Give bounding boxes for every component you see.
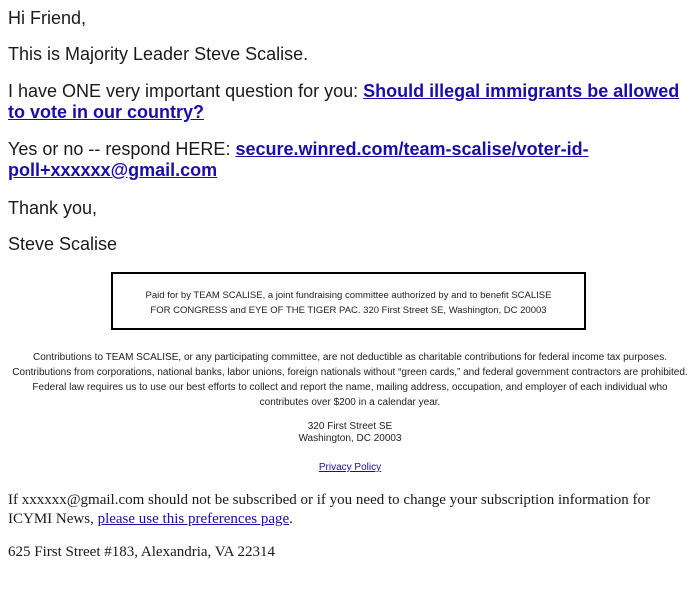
privacy-policy-row [0,462,700,474]
intro-text: This is Majority Leader Steve Scalise. [8,44,309,64]
question-paragraph [8,81,686,123]
question-prefix: I have ONE very important question for you: [8,81,364,101]
mailing-address: 625 First Street #183, Alexandria, VA 22314 [8,544,275,560]
committee-city: Washington, DC 20003 [298,433,402,444]
greeting-text: Hi Friend, [8,8,87,28]
subscription-note [8,491,688,529]
paid-for-line-1: Paid for by TEAM SCALISE, a joint fundraising committee authorized by and to benefit SCALISE [145,290,552,301]
subscription-prefix: If xxxxxx@gmail.com should not be subscribed or if you need to change your subscription information for ICYMI News, [8,492,651,527]
thanks-text: Thank you, [8,198,98,218]
respond-prefix: Yes or no -- respond HERE: [8,139,236,159]
committee-street: 320 First Street SE [307,421,393,432]
contribution-disclaimer: Contributions to TEAM SCALISE, or any participating committee, are not deductible as charitable contributions for federal income tax purposes. Contributions from corporations, national banks, labor unions, foreign nationals without “green cards,” and federal government contractors are prohibited. Federal law requires us to use our best efforts to collect and report the name, mailing address, occupation, and employer of each individual who contributes over $200 in a calendar year. [12,352,688,408]
signature-text: Steve Scalise [8,234,118,254]
paid-for-line-2: FOR CONGRESS and EYE OF THE TIGER PAC. 320 First Street SE, Washington, DC 20003 [150,305,547,316]
poll-question-link[interactable]: Should illegal immigrants be allowed to vote in our country? [8,81,680,122]
subscription-suffix: . [289,511,293,527]
preferences-page-link[interactable]: please use this preferences page [97,511,290,527]
paid-for-disclaimer-box [111,272,586,330]
privacy-policy-link[interactable]: Privacy Policy [318,462,382,473]
committee-address [0,421,700,445]
respond-paragraph [8,139,686,181]
respond-link[interactable]: secure.winred.com/team-scalise/voter-id-poll+xxxxxx@gmail.com [8,139,589,180]
